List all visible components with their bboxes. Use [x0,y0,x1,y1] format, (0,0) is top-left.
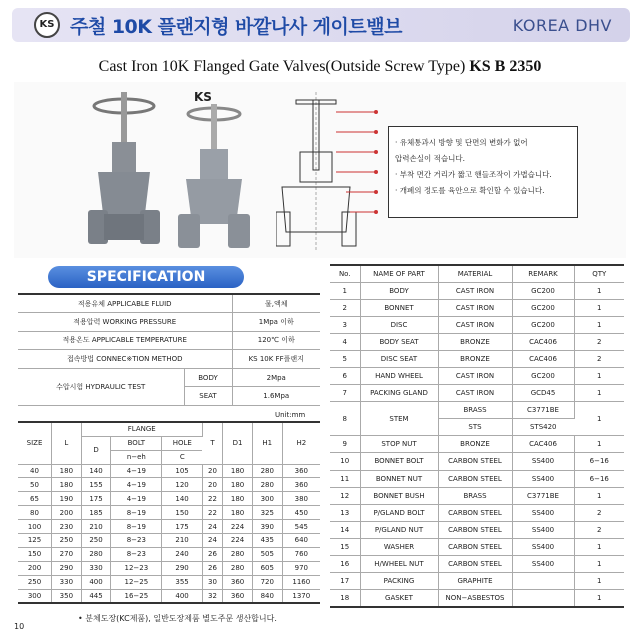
table-cell: 2 [574,521,624,538]
table-cell: GASKET [360,590,438,607]
table-cell: 355 [162,575,202,589]
table-cell: 200 [18,561,52,575]
table-cell: 12−23 [111,561,162,575]
table-cell: GC200 [512,367,574,384]
table-cell: 300 [18,589,52,603]
table-cell: 450 [282,506,320,520]
table-cell: 1 [574,316,624,333]
table-cell: HAND WHEEL [360,367,438,384]
spec-table [18,293,320,406]
table-cell: 175 [81,492,111,506]
table-row [18,533,320,547]
table-cell: 16−25 [111,589,162,603]
table-cell: 4−19 [111,464,162,478]
table-cell: 760 [282,547,320,561]
table-cell: 1 [574,385,624,402]
table-row [330,385,624,402]
table-cell [512,573,574,590]
table-cell: 175 [162,520,202,534]
table-cell: 640 [282,533,320,547]
table-cell: 840 [252,589,282,603]
table-row: STS STS420 [330,419,624,436]
ks-logo-icon: KS [34,12,60,38]
page-title: 주철 10K 플랜지형 바깥나사 게이트밸브 [70,16,402,38]
note-line: · 부착 면간 거리가 짧고 핸들조작이 가볍습니다. [395,170,552,179]
table-cell: 280 [223,561,253,575]
table-cell: BRONZE [438,350,512,367]
table-cell: NON−ASBESTOS [438,590,512,607]
table-cell: 40 [18,464,52,478]
table-cell: 80 [18,506,52,520]
spec-row: 적용유체 APPLICABLE FLUID 물,액체 [18,294,320,313]
table-cell: 400 [81,575,111,589]
table-cell: DISC [360,316,438,333]
table-cell: 11 [330,470,360,487]
table-cell: CAST IRON [438,282,512,299]
table-cell: 1 [574,573,624,590]
table-cell: BODY [360,282,438,299]
table-cell: 400 [162,589,202,603]
table-cell: 65 [18,492,52,506]
table-cell: 360 [223,575,253,589]
table-cell: 250 [81,533,111,547]
table-cell: 140 [81,464,111,478]
note-line: · 유체통과시 방향 및 단면의 변화가 없어 [395,138,528,147]
table-cell: SS400 [512,453,574,470]
table-cell: 24 [202,533,222,547]
table-row [330,590,624,607]
table-cell: 360 [223,589,253,603]
unit-label: Unit:mm [275,411,306,419]
table-cell: 4−19 [111,478,162,492]
table-cell: 6−16 [574,453,624,470]
table-cell: SS400 [512,521,574,538]
table-cell: SS400 [512,470,574,487]
table-cell: 30 [202,575,222,589]
brand-name: KOREA DHV [512,16,612,35]
valve-photo-side [174,104,254,254]
table-cell: CAST IRON [438,316,512,333]
table-row [330,316,624,333]
table-cell: 970 [282,561,320,575]
table-cell: 240 [162,547,202,561]
table-cell: 125 [18,533,52,547]
table-cell: BONNET [360,299,438,316]
table-cell: 330 [52,575,82,589]
table-cell: 3 [330,316,360,333]
table-cell: CARBON STEEL [438,453,512,470]
table-cell: CAC406 [512,333,574,350]
page-number: 10 [14,622,25,631]
table-cell: 605 [252,561,282,575]
table-cell: P/GLAND NUT [360,521,438,538]
table-row [330,436,624,453]
table-cell: 180 [52,478,82,492]
table-cell: 16 [330,556,360,573]
table-cell: 180 [52,464,82,478]
table-cell: PACKING GLAND [360,385,438,402]
table-cell: CARBON STEEL [438,504,512,521]
subtitle [0,58,640,76]
table-cell: CAC406 [512,436,574,453]
table-cell: 1 [574,299,624,316]
table-cell: 200 [52,506,82,520]
table-cell: 1 [574,590,624,607]
table-cell: 2 [574,504,624,521]
table-cell: 2 [574,333,624,350]
table-cell: 210 [162,533,202,547]
table-cell: BONNET BUSH [360,487,438,504]
table-cell: BONNET NUT [360,470,438,487]
table-cell: 350 [52,589,82,603]
header-banner [12,8,630,42]
table-row [330,504,624,521]
ks-mark: KS [194,90,212,104]
table-cell: STOP NUT [360,436,438,453]
table-row [18,561,320,575]
valve-cross-section-drawing [276,92,386,252]
table-cell: 545 [282,520,320,534]
table-cell: 290 [162,561,202,575]
table-cell: 105 [162,464,202,478]
spec-row: SEAT 1.6Mpa [18,387,320,406]
table-cell: SS400 [512,538,574,555]
table-cell: 185 [81,506,111,520]
table-cell: 180 [223,464,253,478]
table-row [18,506,320,520]
table-cell: 26 [202,561,222,575]
table-cell: 250 [52,533,82,547]
table-row [18,478,320,492]
table-cell: 1 [574,487,624,504]
table-cell: 180 [223,492,253,506]
table-row [330,333,624,350]
table-cell: 7 [330,385,360,402]
table-cell: SS400 [512,556,574,573]
table-cell: BRONZE [438,333,512,350]
note-line: 압력손실이 적습니다. [395,154,465,163]
table-cell: 8−19 [111,520,162,534]
valve-photo-front [84,92,164,252]
table-cell: CAST IRON [438,367,512,384]
table-cell: 155 [81,478,111,492]
table-cell: 1160 [282,575,320,589]
table-cell: GC200 [512,299,574,316]
table-cell: 325 [252,506,282,520]
table-cell: 140 [162,492,202,506]
table-cell: 18 [330,590,360,607]
table-cell: BRASS [438,487,512,504]
table-cell: 2 [574,350,624,367]
standard-code: KS B 2350 [469,58,542,75]
table-cell: P/GLAND BOLT [360,504,438,521]
dimension-table: SIZE L FLANGE T D1 H1 H2 D BOLT HOLE n−eh C 40 180 140 4−19 105 20 180 280 360 50 180 155 4−19 120 20 180 280 360 65 190 175 4−19 140 22 180 300 380 80 200 185 8−19 150 22 180 325 450 100 230 210 8−19 175 24 224 390 545 125 250 250 8−23 210 24 224 435 640 150 270 280 8−23 240 26 280 505 760 200 290 330 12−23 290 26 280 605 970 250 330 400 12−25 355 30 360 720 1160 300 350 445 16−25 400 32 360 840 1370 [18,421,320,604]
table-cell: 20 [202,478,222,492]
spec-row: 수압시험 HYDRAULIC TEST BODY 2Mpa [18,368,320,387]
table-row [330,556,624,573]
table-cell: 1 [574,367,624,384]
subtitle-text: Cast Iron 10K Flanged Gate Valves(Outside Screw Type) [98,58,466,75]
table-cell: 2 [330,299,360,316]
table-cell: 4−19 [111,492,162,506]
table-cell: 12 [330,487,360,504]
features-note [388,126,578,218]
table-cell: 190 [52,492,82,506]
table-cell: 280 [252,478,282,492]
table-cell: 720 [252,575,282,589]
parts-header-row: No. NAME OF PART MATERIAL REMARK QTY [330,265,624,282]
table-cell: 180 [223,506,253,520]
table-cell: GC200 [512,282,574,299]
specification-heading: SPECIFICATION [48,266,244,288]
table-cell: 505 [252,547,282,561]
table-cell: 13 [330,504,360,521]
table-cell: 1 [574,436,624,453]
table-row [330,470,624,487]
table-cell: 280 [252,464,282,478]
table-cell: GCD45 [512,385,574,402]
table-cell: 22 [202,492,222,506]
table-row [18,464,320,478]
table-cell: 1 [330,282,360,299]
table-cell: 4 [330,333,360,350]
table-cell: 6−16 [574,470,624,487]
table-cell: CAST IRON [438,299,512,316]
table-cell: 1 [574,282,624,299]
table-cell: 300 [252,492,282,506]
table-row [18,575,320,589]
table-cell: 445 [81,589,111,603]
table-row [18,589,320,603]
table-cell: 8−23 [111,533,162,547]
table-cell: 5 [330,350,360,367]
table-cell: 290 [52,561,82,575]
table-cell: 32 [202,589,222,603]
table-cell: 210 [81,520,111,534]
table-row [330,453,624,470]
table-cell: 26 [202,547,222,561]
table-row [330,367,624,384]
table-cell: BRONZE [438,436,512,453]
table-cell: 360 [282,478,320,492]
table-cell: CAST IRON [438,385,512,402]
table-cell: 150 [162,506,202,520]
table-cell: 224 [223,533,253,547]
table-cell: 250 [18,575,52,589]
table-cell: 20 [202,464,222,478]
table-cell: 270 [52,547,82,561]
table-cell: 14 [330,521,360,538]
table-cell: 9 [330,436,360,453]
table-row [18,492,320,506]
table-cell: CARBON STEEL [438,521,512,538]
parts-table [330,264,624,608]
table-cell: 15 [330,538,360,555]
table-cell: GC200 [512,316,574,333]
table-cell: 224 [223,520,253,534]
table-cell: 24 [202,520,222,534]
table-cell: BONNET BOLT [360,453,438,470]
table-cell: 8−23 [111,547,162,561]
table-cell: 6 [330,367,360,384]
table-cell: 330 [81,561,111,575]
table-row [330,538,624,555]
table-cell: 10 [330,453,360,470]
table-cell: 100 [18,520,52,534]
table-cell: DISC SEAT [360,350,438,367]
table-cell: H/WHEEL NUT [360,556,438,573]
table-cell: 280 [81,547,111,561]
table-row: 8 STEM BRASS C3771BE 1 [330,402,624,419]
table-row [330,282,624,299]
table-cell: 380 [282,492,320,506]
table-cell: BODY SEAT [360,333,438,350]
table-cell: CARBON STEEL [438,538,512,555]
table-cell: PACKING [360,573,438,590]
table-cell: 50 [18,478,52,492]
table-cell [512,590,574,607]
table-cell: 22 [202,506,222,520]
table-row [330,573,624,590]
table-row [330,350,624,367]
table-cell: GRAPHITE [438,573,512,590]
table-row [330,299,624,316]
table-cell: 12−25 [111,575,162,589]
footnote: • 분체도장(KC제품), 일반도장제품 별도주문 생산합니다. [78,614,277,623]
table-cell: 1 [574,538,624,555]
spec-row: 접속방법 CONNEC※TION METHOD KS 10K FF플랜지 [18,350,320,369]
table-cell: CARBON STEEL [438,556,512,573]
table-cell: 180 [223,478,253,492]
table-cell: CARBON STEEL [438,470,512,487]
table-cell: 1 [574,556,624,573]
table-row [18,547,320,561]
table-cell: 280 [223,547,253,561]
spec-row: 적용온도 APPLICABLE TEMPERATURE 120℃ 이하 [18,331,320,350]
table-row [330,487,624,504]
table-row [330,521,624,538]
table-cell: 390 [252,520,282,534]
table-cell: C3771BE [512,487,574,504]
table-cell: CAC406 [512,350,574,367]
spec-row: 적용압력 WORKING PRESSURE 1Mpa 이하 [18,313,320,332]
table-cell: 8−19 [111,506,162,520]
table-cell: 1370 [282,589,320,603]
table-cell: 120 [162,478,202,492]
table-cell: 435 [252,533,282,547]
table-cell: SS400 [512,504,574,521]
table-cell: 150 [18,547,52,561]
table-cell: 360 [282,464,320,478]
table-cell: 17 [330,573,360,590]
note-line: · 개폐의 정도를 육안으로 확인할 수 있습니다. [395,186,545,195]
table-cell: 230 [52,520,82,534]
table-cell: WASHER [360,538,438,555]
table-row [18,520,320,534]
